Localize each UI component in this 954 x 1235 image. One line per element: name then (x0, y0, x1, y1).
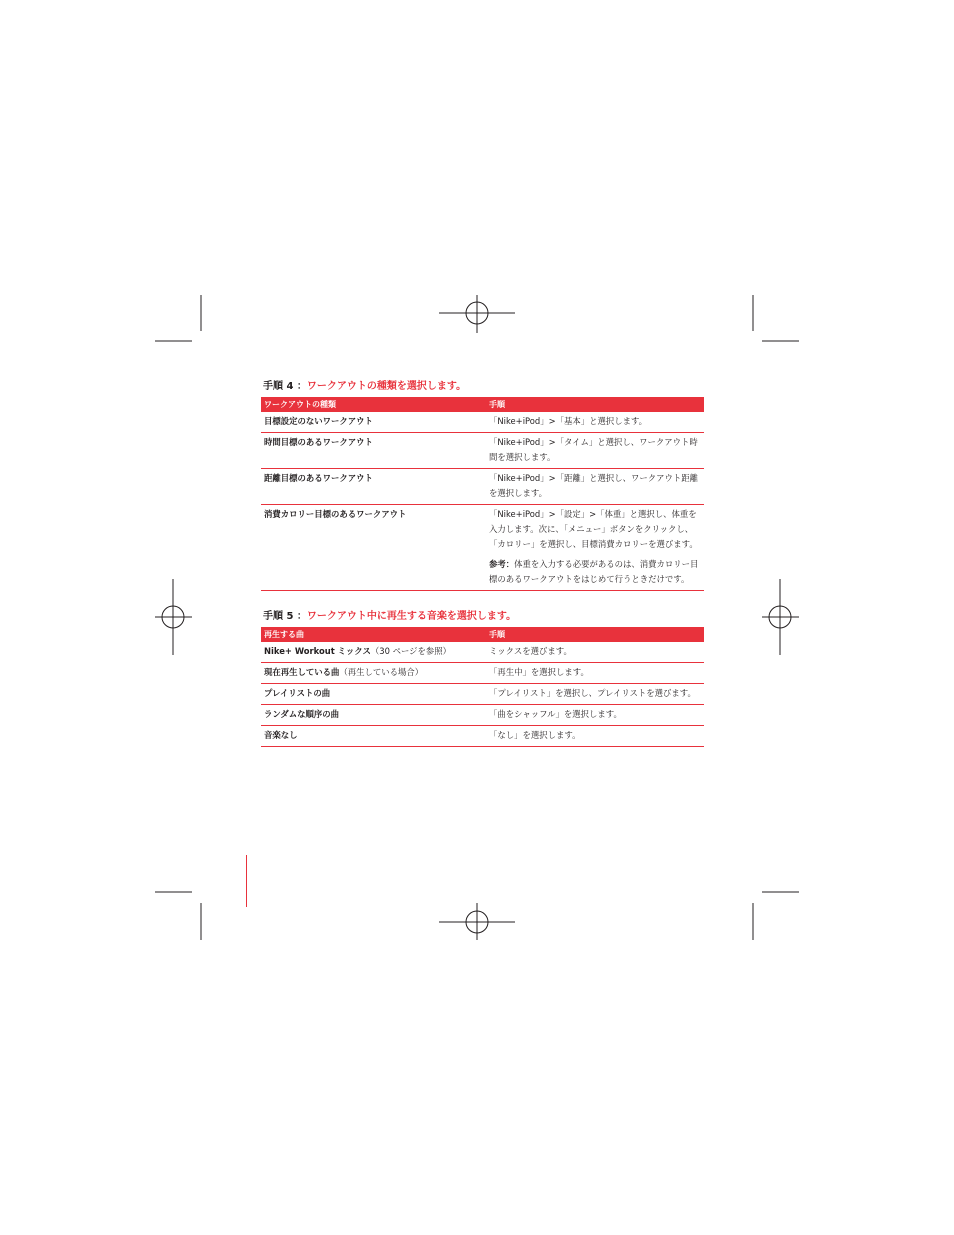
margin-rule (246, 855, 247, 907)
music-option-cell (261, 642, 486, 663)
music-option: 音楽なし (261, 726, 486, 747)
music-instruction: 「再生中」を選択します。 (486, 663, 704, 684)
music-instruction: ミックスを選びます。 (486, 642, 704, 663)
column-header: ワークアウトの種類 (261, 397, 486, 412)
music-instruction: 「プレイリスト」を選択し、プレイリストを選びます。 (486, 684, 704, 705)
column-header: 手順 (486, 397, 704, 412)
registration-mark-bottom (439, 903, 515, 940)
workout-type: 距離目標のあるワークアウト (261, 469, 486, 505)
workout-instruction: 「Nike+iPod」>「距離」と選択し、ワークアウト距離を選択します。 (486, 469, 704, 505)
music-option-cell (261, 663, 486, 684)
registration-mark-left (155, 579, 192, 655)
step4-title: ワークアウトの種類を選択します。 (306, 381, 467, 392)
music-option-note: （再生している場合） (339, 667, 424, 677)
step5-title: ワークアウト中に再生する音楽を選択します。 (306, 611, 517, 622)
table-row (261, 469, 704, 505)
table-header (261, 627, 704, 642)
table-row (261, 642, 704, 663)
column-header: 手順 (486, 627, 704, 642)
music-option-note: （30 ページを参照） (370, 646, 452, 656)
note-text: 体重を入力する必要があるのは、消費カロリー目標のあるワークアウトをはじめて行うときだけです。 (489, 559, 699, 584)
music-option: プレイリストの曲 (261, 684, 486, 705)
music-option: Nike+ Workout ミックス (264, 646, 371, 656)
step4-label: 手順 4 ： (263, 381, 307, 392)
table-row (261, 705, 704, 726)
table-header (261, 397, 704, 412)
note-label: 参考： (489, 559, 515, 569)
music-instruction: 「なし」を選択します。 (486, 726, 704, 747)
table-row (261, 505, 704, 591)
workout-instruction-cell (486, 505, 704, 591)
music-option: 現在再生している曲 (264, 667, 340, 677)
step5-label: 手順 5 ： (263, 611, 307, 622)
column-header: 再生する曲 (261, 627, 486, 642)
table-row (261, 433, 704, 469)
music-instruction: 「曲をシャッフル」を選択します。 (486, 705, 704, 726)
step4-heading (263, 377, 466, 392)
workout-instruction: 「Nike+iPod」>「設定」>「体重」と選択し、体重を入力します。次に、「メニュー」ボタンをクリックし、「カロリー」を選択し、目標消費カロリーを選びます。 (489, 509, 698, 549)
registration-mark-right (762, 579, 799, 655)
table-row (261, 412, 704, 433)
step5-heading (263, 607, 516, 622)
workout-type: 目標設定のないワークアウト (261, 412, 486, 433)
registration-mark-top (439, 295, 515, 333)
workout-type: 消費カロリー目標のあるワークアウト (261, 505, 486, 591)
table-row (261, 663, 704, 684)
workout-instruction: 「Nike+iPod」>「基本」と選択します。 (486, 412, 704, 433)
table-row (261, 684, 704, 705)
music-option: ランダムな順序の曲 (261, 705, 486, 726)
table-row (261, 726, 704, 747)
workout-type: 時間目標のあるワークアウト (261, 433, 486, 469)
workout-type-table (261, 397, 704, 591)
music-table (261, 627, 704, 747)
note (489, 557, 701, 587)
workout-instruction: 「Nike+iPod」>「タイム」と選択し、ワークアウト時間を選択します。 (486, 433, 704, 469)
